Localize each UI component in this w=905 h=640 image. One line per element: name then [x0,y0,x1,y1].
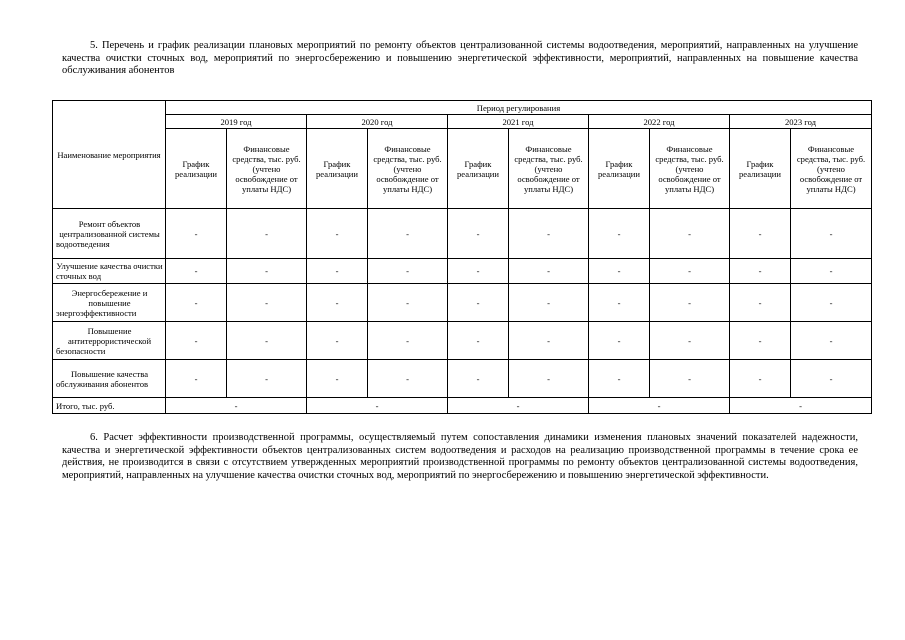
table-cell: - [307,284,368,322]
table-cell: - [368,322,448,360]
table-cell: - [730,322,791,360]
table-cell: - [368,209,448,259]
row-name: Повышение антитеррористической безопасности [53,322,166,360]
table-cell: - [650,209,730,259]
finance-header: Финансовые средства, тыс. руб. (учтено освобождение от уплаты НДС) [227,129,307,209]
table-cell: - [448,259,509,284]
table-cell: - [509,284,589,322]
section-5-paragraph: 5. Перечень и график реализации плановых мероприятий по ремонту объектов централизованной системы водоотведения, мероприятий, направленных на улучшение качества очистки сточных вод, мероприятий по энергосбережению и повышению энергетической эффективности, мероприятий, направленных на повышение качества обслуживания абонентов [62,40,858,76]
table-cell: - [448,284,509,322]
table-cell: - [730,259,791,284]
table-cell: - [589,322,650,360]
table-cell: - [791,284,872,322]
table-cell: - [650,360,730,398]
table-row [53,209,872,259]
table-cell: - [730,360,791,398]
table-cell: - [589,259,650,284]
table-cell: - [307,360,368,398]
table-cell: - [227,209,307,259]
table-cell: - [227,322,307,360]
table-cell: - [227,284,307,322]
table-cell: - [509,259,589,284]
table-cell: - [791,259,872,284]
row-name: Повышение качества обслуживания абонентов [53,360,166,398]
table-cell: - [589,284,650,322]
total-cell: - [307,398,448,414]
period-header: Период регулирования [166,101,872,115]
table-cell: - [650,322,730,360]
row-name: Энергосбережение и повышение энергоэффективности [53,284,166,322]
finance-header: Финансовые средства, тыс. руб. (учтено освобождение от уплаты НДС) [368,129,448,209]
table-cell: - [166,259,227,284]
total-label: Итого, тыс. руб. [53,398,166,414]
table-cell: - [730,209,791,259]
table-cell: - [307,209,368,259]
total-cell: - [589,398,730,414]
finance-header: Финансовые средства, тыс. руб. (учтено освобождение от уплаты НДС) [791,129,872,209]
row-name: Улучшение качества очистки сточных вод [53,259,166,284]
table-cell: - [791,360,872,398]
table-cell: - [166,322,227,360]
name-column-header: Наименование мероприятия [53,101,166,209]
table-cell: - [791,209,872,259]
finance-header: Финансовые средства, тыс. руб. (учтено освобождение от уплаты НДС) [509,129,589,209]
year-header: 2020 год [307,115,448,129]
total-cell: - [448,398,589,414]
schedule-header: График реализации [589,129,650,209]
table-cell: - [166,360,227,398]
table-cell: - [650,259,730,284]
table-cell: - [589,209,650,259]
table-cell: - [227,259,307,284]
schedule-header: График реализации [166,129,227,209]
table-cell: - [166,209,227,259]
schedule-header: График реализации [448,129,509,209]
table-row [53,259,872,284]
section-6-paragraph: 6. Расчет эффективности производственной программы, осуществляемый путем сопоставления динамики изменения плановых значений показателей надежности, качества и энергетической эффективности объектов централизованных систем водоотведения и расходов на реализацию производственной программы в течение срока ее действия, не производится в связи с отсутствием утвержденных мероприятий производственной программы по ремонту объектов централизованной системы водоотведения, мероприятий, направленных на улучшение качества очистки сточных вод, мероприятий по энергосбережению и повышению энергетической эффективности. [62,432,858,481]
table-cell: - [368,259,448,284]
year-header: 2022 год [589,115,730,129]
schedule-header: График реализации [730,129,791,209]
table-cell: - [509,209,589,259]
table-cell: - [448,360,509,398]
finance-header: Финансовые средства, тыс. руб. (учтено освобождение от уплаты НДС) [650,129,730,209]
table-row [53,322,872,360]
table-cell: - [166,284,227,322]
table-cell: - [509,322,589,360]
total-cell: - [166,398,307,414]
table-cell: - [448,209,509,259]
table-cell: - [448,322,509,360]
table-cell: - [368,360,448,398]
table-cell: - [307,259,368,284]
schedule-header: График реализации [307,129,368,209]
row-name: Ремонт объектов централизованной системы водоотведения [53,209,166,259]
total-cell: - [730,398,872,414]
year-header: 2019 год [166,115,307,129]
table-cell: - [589,360,650,398]
table-cell: - [730,284,791,322]
total-row [53,398,872,414]
year-header: 2023 год [730,115,872,129]
year-header: 2021 год [448,115,589,129]
table-cell: - [227,360,307,398]
table-cell: - [791,322,872,360]
table-cell: - [307,322,368,360]
table-cell: - [509,360,589,398]
table-row [53,360,872,398]
plan-table [52,100,872,414]
table-cell: - [368,284,448,322]
table-cell: - [650,284,730,322]
table-row [53,284,872,322]
